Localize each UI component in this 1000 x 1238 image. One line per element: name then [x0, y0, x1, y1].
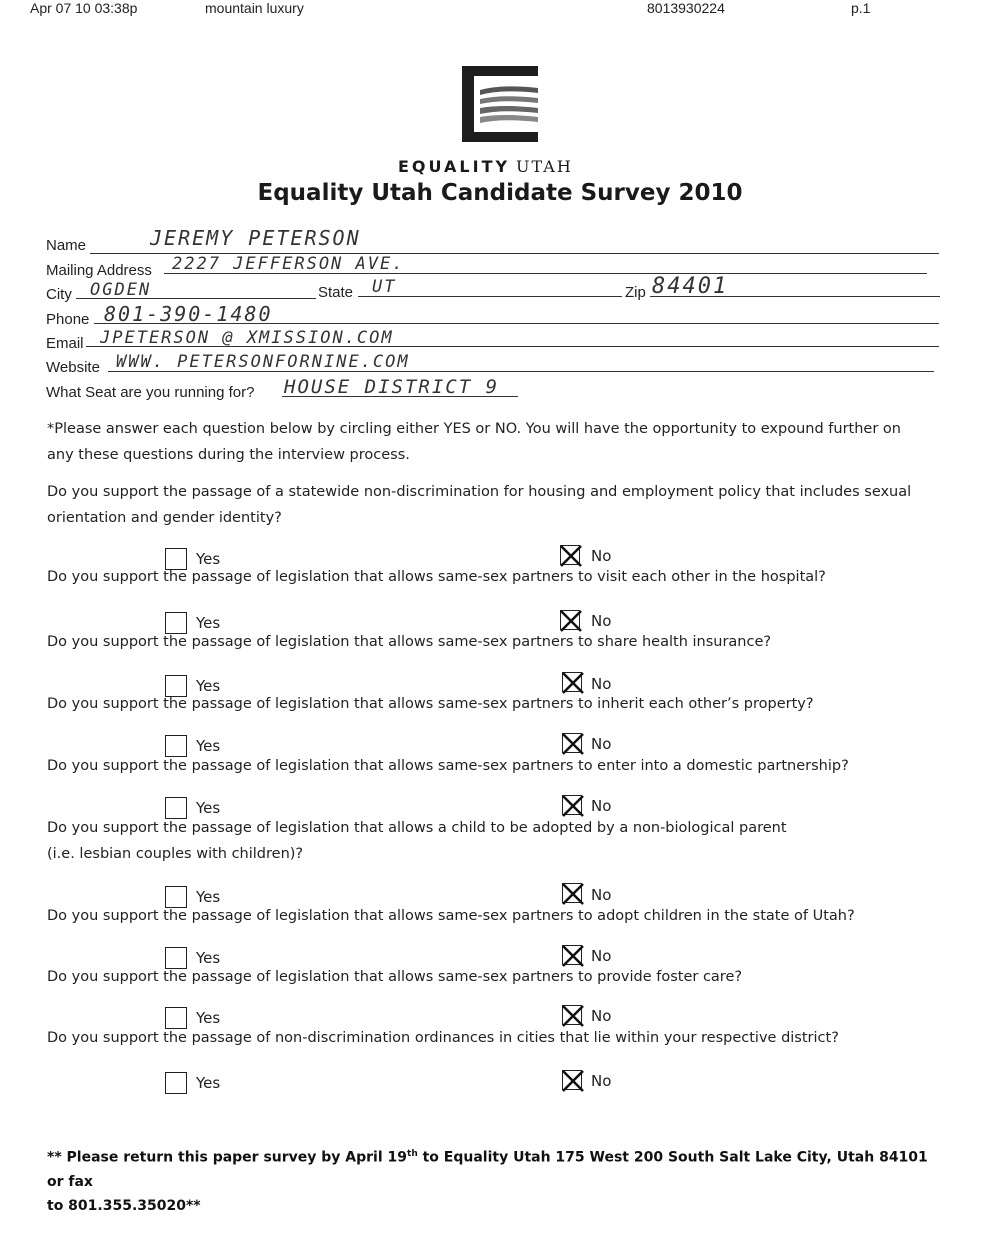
survey-title: Equality Utah Candidate Survey 2010: [257, 180, 743, 206]
state-line: [358, 296, 622, 297]
q6-no-label: No: [591, 886, 612, 904]
q2-yes-checkbox[interactable]: [165, 612, 187, 634]
q9-no-label: No: [591, 1072, 612, 1090]
fax-sender: mountain luxury: [205, 0, 304, 16]
q2-no-checkbox[interactable]: [560, 610, 580, 630]
question-9-text: Do you support the passage of non-discrimination ordinances in cities that lie within your respective district?: [47, 1030, 839, 1046]
question-1-text-cont: orientation and gender identity?: [47, 510, 282, 526]
q1-yes-checkbox[interactable]: [165, 548, 187, 570]
return-instructions: ** Please return this paper survey by April 19th to Equality Utah 175 West 200 South Salt Lake City, Utah 84101 or fax to 801.355.35020**: [47, 1149, 928, 1214]
fax-number: 8013930224: [647, 0, 725, 16]
q2-yes-label: Yes: [196, 614, 221, 632]
state-label: State: [318, 284, 354, 301]
address-field[interactable]: 2227 JEFFERSON AVE.: [172, 254, 405, 274]
q5-yes-label: Yes: [196, 799, 221, 817]
q3-no-checkbox[interactable]: [562, 672, 582, 692]
address-label: Mailing Address: [46, 262, 152, 279]
question-1-text: Do you support the passage of a statewide non-discrimination for housing and employment policy that includes sexual: [47, 484, 912, 500]
q1-yes-label: Yes: [196, 550, 221, 568]
fax-date: Apr 07 10 03:38p: [30, 0, 138, 16]
q4-yes-checkbox[interactable]: [165, 735, 187, 757]
q6-yes-label: Yes: [196, 888, 221, 906]
phone-label: Phone: [46, 311, 90, 328]
email-label: Email: [46, 335, 84, 352]
q6-yes-checkbox[interactable]: [165, 886, 187, 908]
question-8-text: Do you support the passage of legislation that allows same-sex partners to provide foster care?: [47, 969, 743, 985]
q7-yes-checkbox[interactable]: [165, 947, 187, 969]
zip-label: Zip: [625, 284, 646, 301]
q8-yes-checkbox[interactable]: [165, 1007, 187, 1029]
instructions-line-2: any these questions during the interview process.: [47, 447, 410, 463]
q9-yes-label: Yes: [196, 1074, 221, 1092]
q7-yes-label: Yes: [196, 949, 221, 967]
q4-no-checkbox[interactable]: [562, 733, 582, 753]
question-6-text-cont: (i.e. lesbian couples with children)?: [47, 846, 304, 862]
email-field[interactable]: JPETERSON @ XMISSION.COM: [100, 328, 394, 348]
q8-no-label: No: [591, 1007, 612, 1025]
question-3-text: Do you support the passage of legislation that allows same-sex partners to share health insurance?: [47, 634, 772, 650]
name-field[interactable]: JEREMY PETERSON: [150, 226, 361, 250]
q8-yes-label: Yes: [196, 1009, 221, 1027]
q5-yes-checkbox[interactable]: [165, 797, 187, 819]
fax-page: p.1: [851, 0, 871, 16]
seat-field[interactable]: HOUSE DISTRICT 9: [284, 376, 500, 398]
question-4-text: Do you support the passage of legislation that allows same-sex partners to inherit each other’s property?: [47, 696, 814, 712]
seat-label: What Seat are you running for?: [46, 384, 255, 401]
q1-no-checkbox[interactable]: [560, 545, 580, 565]
q8-no-checkbox[interactable]: [562, 1005, 582, 1025]
question-2-text: Do you support the passage of legislation that allows same-sex partners to visit each other in the hospital?: [47, 569, 826, 585]
city-label: City: [46, 286, 72, 303]
question-7-text: Do you support the passage of legislation that allows same-sex partners to adopt children in the state of Utah?: [47, 908, 855, 924]
website-label: Website: [46, 359, 100, 376]
phone-field[interactable]: 801-390-1480: [104, 302, 273, 326]
q9-no-checkbox[interactable]: [562, 1070, 582, 1090]
question-5-text: Do you support the passage of legislation that allows same-sex partners to enter into a domestic partnership?: [47, 758, 849, 774]
name-label: Name: [46, 237, 87, 254]
question-6-text: Do you support the passage of legislation that allows a child to be adopted by a non-biological parent: [47, 820, 787, 836]
q9-yes-checkbox[interactable]: [165, 1072, 187, 1094]
q3-yes-label: Yes: [196, 677, 221, 695]
city-field[interactable]: OGDEN: [90, 280, 152, 300]
q7-no-checkbox[interactable]: [562, 945, 582, 965]
q3-no-label: No: [591, 675, 612, 693]
q3-yes-checkbox[interactable]: [165, 675, 187, 697]
instructions-line-1: *Please answer each question below by circling either YES or NO. You will have the opportunity to expound further on: [47, 421, 901, 437]
q5-no-label: No: [591, 797, 612, 815]
website-field[interactable]: WWW. PETERSONFORNINE.COM: [116, 352, 410, 372]
q1-no-label: No: [591, 547, 612, 565]
q6-no-checkbox[interactable]: [562, 883, 582, 903]
q4-no-label: No: [591, 735, 612, 753]
q7-no-label: No: [591, 947, 612, 965]
equality-utah-flag-logo-icon: [462, 66, 538, 142]
q2-no-label: No: [591, 612, 612, 630]
state-field[interactable]: UT: [372, 277, 397, 297]
zip-field[interactable]: 84401: [652, 274, 729, 299]
q4-yes-label: Yes: [196, 737, 221, 755]
q5-no-checkbox[interactable]: [562, 795, 582, 815]
